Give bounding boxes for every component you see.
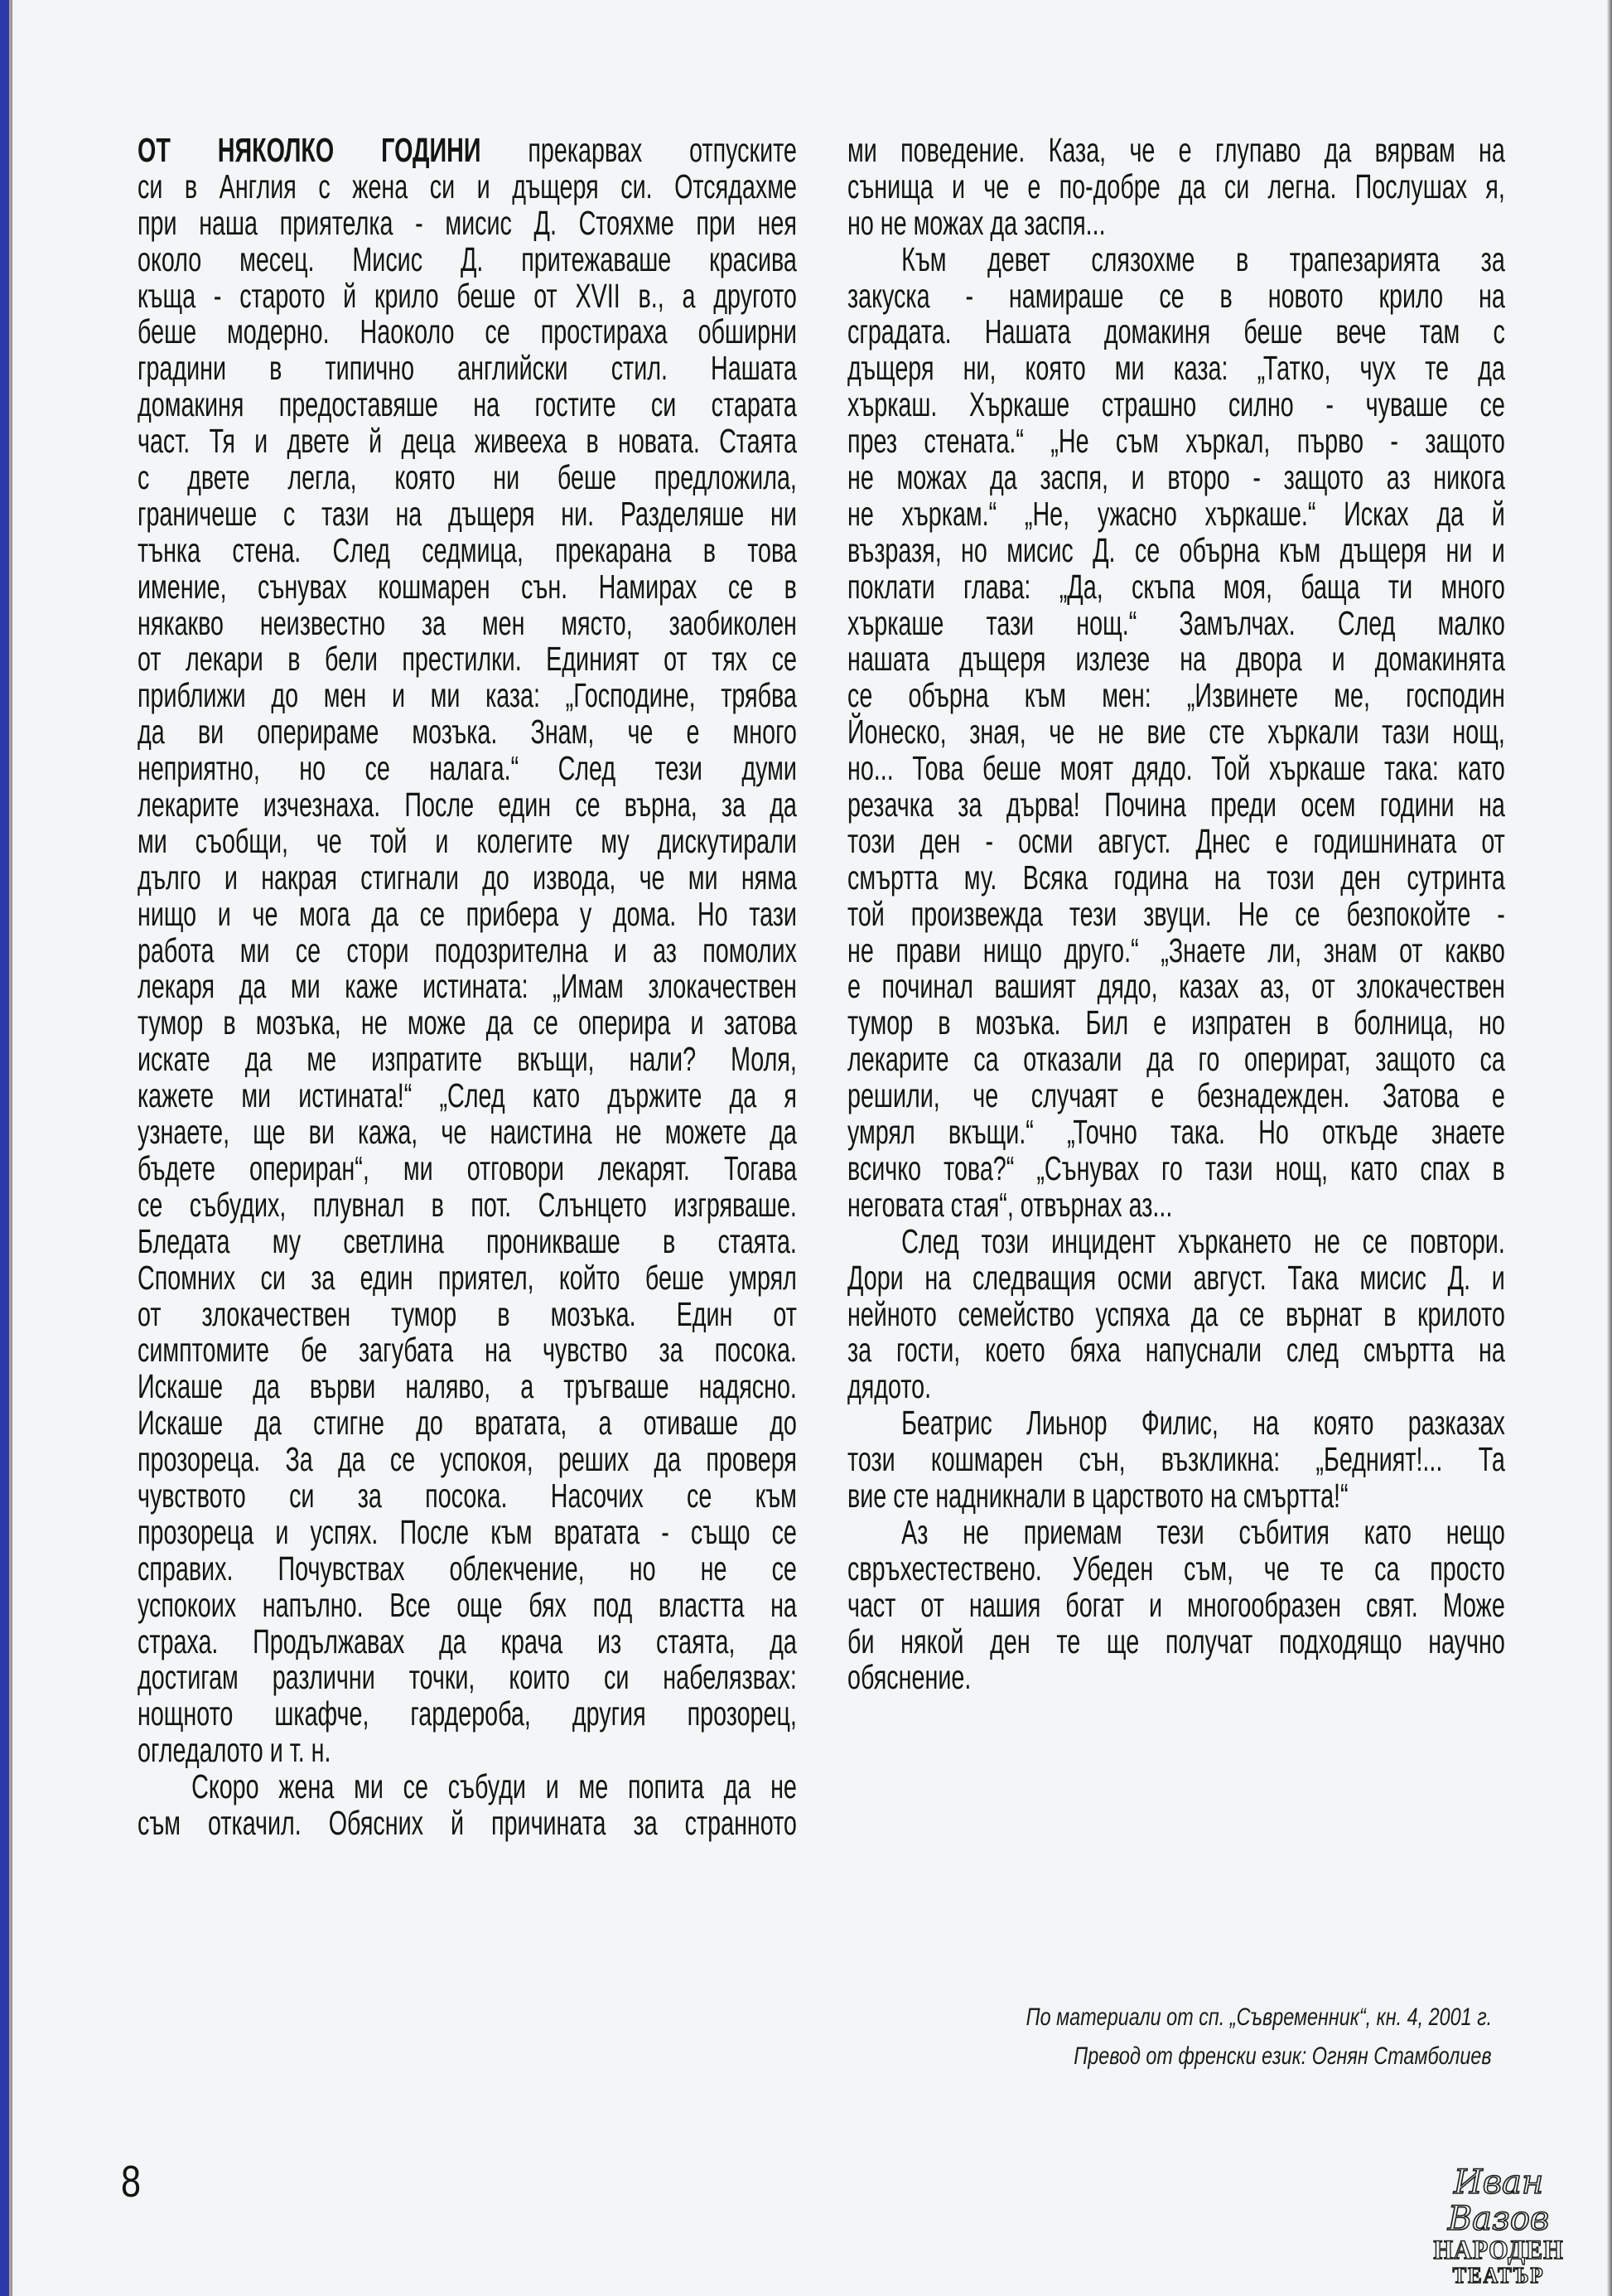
text-line-content: къща - старото й крило беше от XVII в., а другото xyxy=(138,276,797,315)
text-line-content: тумор в мозъка, не може да се оперира и затова xyxy=(138,1003,797,1042)
text-line xyxy=(847,1148,1505,1187)
text-line-content: но не можах да заспя... xyxy=(847,203,1106,242)
text-line-content: е починал вашият дядо, казах аз, от злокачествен xyxy=(847,967,1505,1006)
text-line xyxy=(138,603,797,642)
text-line xyxy=(138,930,797,969)
text-line xyxy=(847,751,1505,787)
text-line xyxy=(847,930,1505,969)
text-line-content: вие сте надникнали в царството на смъртта!“ xyxy=(847,1476,1349,1515)
text-line-content: си в Англия с жена си и дъщеря си. Отсядахме xyxy=(138,167,797,205)
text-line xyxy=(138,1221,797,1260)
text-line-content: той произвежда тези звуци. Не се безпокойте - xyxy=(847,894,1505,933)
text-line-content: ми поведение. Каза, че е глупаво да вярвам на xyxy=(847,131,1505,169)
text-line-content: Аз не приемам тези събития като нещо xyxy=(901,1512,1505,1551)
text-line xyxy=(847,1405,1505,1442)
logo-signature: Иван Вазов xyxy=(1447,2163,1550,2238)
text-line xyxy=(847,969,1505,1005)
text-line-content: нейното семейство успяха да се върнат в крилото xyxy=(847,1294,1505,1333)
text-line-content: при наша приятелка - мисис Д. Стояхме при нея xyxy=(138,203,797,242)
text-line xyxy=(847,1551,1505,1588)
logo-name: НАРОДЕН xyxy=(1433,2236,1564,2265)
text-line-content: неприятно, но се налага.“ След тези думи xyxy=(138,749,797,788)
text-line-content: от лекари в бели престилки. Единият от тях се xyxy=(138,640,797,679)
text-line-content: имение, сънувах кошмарен сън. Намирах се в xyxy=(138,567,797,606)
text-line-content: беше модерно. Наоколо се простираха обширни xyxy=(138,312,797,351)
text-line xyxy=(847,787,1505,824)
text-line-content: успокоих напълно. Все още бях под властта на xyxy=(138,1585,797,1624)
text-line-content: се събудих, плувнал в пот. Слънцето изгряваше. xyxy=(138,1185,797,1224)
text-line-content: не прави нищо друго.“ „Знаете ли, знам от какво xyxy=(847,930,1505,969)
text-line xyxy=(138,169,797,205)
text-line xyxy=(847,133,1505,169)
text-line xyxy=(138,133,797,169)
text-line-content: дълго и накрая стигнали до извода, че ми няма xyxy=(138,858,797,897)
text-line xyxy=(847,239,1505,278)
text-line xyxy=(847,350,1505,387)
text-line-content: ми съобщи, че той и колегите му дискутирали xyxy=(138,821,797,860)
text-line-content: хъркаше тази нощ.“ Замълчах. След малко xyxy=(847,603,1505,642)
text-line-content: нощното шкафче, гардероба, другия прозорец, xyxy=(138,1694,797,1733)
text-line xyxy=(138,569,797,606)
text-line xyxy=(847,1369,1505,1405)
text-line-content: хъркаш. Хъркаше страшно силно - чуваше се xyxy=(847,385,1505,424)
text-line-content: резачка за дърва! Почина преди осем години на xyxy=(847,785,1505,824)
text-line-content: справих. Почувствах облекчение, но не се xyxy=(138,1549,797,1588)
article-column-left xyxy=(138,133,797,1842)
text-line-content: за гости, което бяха напуснали след смъртта на xyxy=(847,1331,1505,1370)
text-line xyxy=(138,460,797,496)
text-line-content: прозореца. За да се успокоя, реших да проверя xyxy=(138,1440,797,1479)
text-line-content: Дори на следващия осми август. Така мисис Д. и xyxy=(847,1258,1505,1297)
text-line xyxy=(138,239,797,278)
text-line-content: този ден - осми август. Днес е годишнината от xyxy=(847,821,1505,860)
text-line xyxy=(847,1187,1505,1224)
text-line xyxy=(138,1769,797,1805)
text-line xyxy=(138,821,797,860)
text-line xyxy=(138,496,797,533)
text-line xyxy=(847,1442,1505,1478)
text-line-content: дъщеря ни, която ми каза: „Татко, чух те да xyxy=(847,349,1505,388)
text-line xyxy=(138,278,797,315)
text-line xyxy=(847,496,1505,533)
translator-credit: Превод от френски език: Огнян Стамболиев xyxy=(1074,2042,1492,2070)
text-line-content: градини в типично английски стил. Нашата xyxy=(138,349,797,388)
text-line xyxy=(847,603,1505,642)
text-line xyxy=(138,1585,797,1624)
text-line-content: домакиня предоставяше на гостите си старата xyxy=(138,385,797,424)
text-line-content: Към девет слязохме в трапезарията за xyxy=(901,239,1505,278)
text-line-content: лекаря да ми каже истината: „Имам злокачествен xyxy=(138,967,797,1006)
article-column-right xyxy=(847,133,1505,1696)
page-number: 8 xyxy=(121,2157,142,2207)
text-line xyxy=(847,169,1505,205)
text-line xyxy=(138,314,797,350)
spine-edge-line xyxy=(9,0,12,2296)
text-line xyxy=(847,1078,1505,1114)
text-line-content: закуска - намираше се в новото крило на xyxy=(847,276,1505,315)
text-line-content: дядото. xyxy=(847,1367,932,1406)
text-line-content: около месец. Мисис Д. притежаваше красива xyxy=(138,239,797,278)
text-line xyxy=(847,1478,1505,1515)
text-line xyxy=(138,1148,797,1187)
text-line-content: свръхестествено. Убеден съм, че те са просто xyxy=(847,1549,1505,1588)
text-line-content: но... Това беше моят дядо. Той хъркаше така: като xyxy=(847,749,1505,788)
text-line xyxy=(138,1805,797,1842)
text-line-content: възразя, но мисис Д. се обърна към дъщеря ни и xyxy=(847,530,1505,569)
text-line-content: не можах да заспя, и второ - защото аз никога xyxy=(847,458,1505,497)
text-line xyxy=(138,1042,797,1078)
text-line-content: от злокачествен тумор в мозъка. Един от xyxy=(138,1294,797,1333)
text-line-content: тънка стена. След седмица, прекарана в това xyxy=(138,530,797,569)
text-line xyxy=(138,1733,797,1769)
spine-edge-blue xyxy=(0,0,9,2296)
text-line xyxy=(847,205,1505,242)
text-line-content: нищо и че мога да се прибера у дома. Но тази xyxy=(138,894,797,933)
text-line xyxy=(847,1005,1505,1042)
text-line-content: лекарите са отказали да го оперират, защото са xyxy=(847,1040,1505,1079)
text-line xyxy=(847,1221,1505,1260)
text-line xyxy=(847,678,1505,714)
text-line xyxy=(138,1005,797,1042)
text-line xyxy=(847,314,1505,350)
text-line-content: чувството си за посока. Насочих се към xyxy=(138,1476,797,1515)
text-line-content: някакво неизвестно за мен място, заобиколен xyxy=(138,603,797,642)
text-line-content: приближи до мен и ми каза: „Господине, трябва xyxy=(138,676,797,715)
text-line-content: през стената.“ „Не съм хъркал, първо - защото xyxy=(847,422,1505,461)
text-line xyxy=(138,1442,797,1478)
text-line-content: достигам различни точки, които си набелязвах: xyxy=(138,1658,797,1697)
text-line xyxy=(138,1078,797,1114)
text-line xyxy=(138,860,797,897)
text-line-content: обяснение. xyxy=(847,1658,972,1697)
text-line-content: част от нашия богат и многообразен свят. Може xyxy=(847,1585,1505,1624)
text-line xyxy=(138,1512,797,1551)
text-line-content: Искаше да стигне до вратата, а отиваше до xyxy=(138,1404,797,1443)
text-line xyxy=(847,569,1505,606)
text-line-content: сънища и че е по-добре да си легна. Послушах я, xyxy=(847,167,1505,205)
text-line-content: съм откачил. Обясних й причината за странното xyxy=(138,1803,797,1842)
text-line xyxy=(847,278,1505,315)
text-line-content: страха. Продължавах да крача из стаята, да xyxy=(138,1622,797,1660)
text-line-content: симптомите бе загубата на чувство за посока. xyxy=(138,1331,797,1370)
text-line xyxy=(847,1260,1505,1297)
text-line xyxy=(138,1551,797,1588)
text-line-content: умрял вкъщи.“ „Точно така. Но откъде знаете xyxy=(847,1113,1505,1152)
text-line-content: прекарвах отпуските xyxy=(480,131,797,169)
text-line-content: Спомних си за един приятел, който беше умрял xyxy=(138,1258,797,1297)
text-line-content: сградата. Нашата домакиня беше вече там с xyxy=(847,312,1505,351)
text-line xyxy=(847,530,1505,569)
text-line-content: поклати глава: „Да, скъпа моя, баща ти много xyxy=(847,567,1505,606)
text-line xyxy=(847,641,1505,678)
national-theatre-logo xyxy=(1423,2164,1574,2287)
text-line-content: Искаше да върви наляво, а тръгваше надясно. xyxy=(138,1367,797,1406)
text-line xyxy=(138,1405,797,1442)
text-line xyxy=(138,205,797,242)
text-line-content: неговата стая“, отвърнах аз... xyxy=(847,1185,1173,1224)
text-line-content: да ви оперираме мозъка. Знам, че е много xyxy=(138,713,797,752)
text-line-content: След този инцидент хъркането не се повтори. xyxy=(901,1221,1505,1260)
text-line-content: смъртта му. Всяка година на този ден сутринта xyxy=(847,858,1505,897)
text-line-content: нашата дъщеря излезе на двора и домакинята xyxy=(847,640,1505,679)
text-line xyxy=(138,1294,797,1333)
text-line-content: с двете легла, която ни беше предложила, xyxy=(138,458,797,497)
text-line-content: кажете ми истината!“ „След като държите да я xyxy=(138,1076,797,1115)
text-line-content: граничеше с тази на дъщеря ни. Разделяше ни xyxy=(138,494,797,533)
article-lead-in: ОТ НЯКОЛКО ГОДИНИ xyxy=(138,131,481,169)
text-line xyxy=(138,1369,797,1405)
text-line xyxy=(138,678,797,714)
text-line xyxy=(847,714,1505,751)
text-line-content: Беатрис Лиьнор Филис, на която разказах xyxy=(901,1404,1505,1443)
text-line-content: лекарите изчезнаха. После един се върна, за да xyxy=(138,785,797,824)
text-line-content: бъдете опериран“, ми отговори лекарят. Тогава xyxy=(138,1148,797,1187)
text-line xyxy=(847,1660,1505,1696)
text-line xyxy=(138,1478,797,1515)
text-line-content: искате да ме изпратите вкъщи, нали? Моля, xyxy=(138,1040,797,1079)
text-line xyxy=(847,387,1505,423)
text-line xyxy=(138,1114,797,1151)
text-line-content: всичко това?“ „Сънувах го тази нощ, като спах в xyxy=(847,1148,1505,1187)
text-line xyxy=(847,894,1505,933)
text-line-content: се обърна към мен: „Извинете ме, господин xyxy=(847,676,1505,715)
text-line-content: Скоро жена ми се събуди и ме попита да не xyxy=(191,1767,797,1806)
text-line xyxy=(138,530,797,569)
text-line xyxy=(138,787,797,824)
text-line-content: би някой ден те ще получат подходящо научно xyxy=(847,1622,1505,1660)
text-line xyxy=(847,1332,1505,1369)
text-line xyxy=(138,641,797,678)
text-line xyxy=(138,751,797,787)
text-line xyxy=(847,1114,1505,1151)
text-line xyxy=(847,423,1505,460)
text-line-content: Бледата му светлина проникваше в стаята. xyxy=(138,1221,797,1260)
text-line xyxy=(847,821,1505,860)
text-line-content: решили, че случаят е безнадежден. Затова е xyxy=(847,1076,1505,1115)
text-line-content: не хъркам.“ „Не, ужасно хъркаше.“ Исках да й xyxy=(847,494,1505,533)
text-line xyxy=(138,1187,797,1224)
source-credit: По материали от сп. „Съвременник“, кн. 4, 2001 г. xyxy=(1026,2004,1492,2031)
text-line-content: част. Тя и двете й деца живееха в новата. Стаята xyxy=(138,422,797,461)
text-line-content: узнаете, ще ви кажа, че наистина не можете да xyxy=(138,1113,797,1152)
text-line xyxy=(847,1585,1505,1624)
text-line xyxy=(138,1624,797,1660)
text-line xyxy=(138,1696,797,1733)
text-line xyxy=(847,1294,1505,1333)
text-line xyxy=(138,350,797,387)
text-line xyxy=(138,894,797,933)
text-line xyxy=(138,969,797,1005)
text-line-content: работа ми се стори подозрителна и аз помолих xyxy=(138,930,797,969)
text-line xyxy=(138,1660,797,1696)
text-line-content: тумор в мозъка. Бил е изпратен в болница, но xyxy=(847,1003,1505,1042)
text-line xyxy=(847,460,1505,496)
text-line xyxy=(138,423,797,460)
text-line xyxy=(138,387,797,423)
text-line xyxy=(138,1260,797,1297)
text-line xyxy=(138,1332,797,1369)
text-line-content: Йонеско, зная, че не вие сте хъркали тази нощ, xyxy=(847,713,1505,752)
text-line xyxy=(847,1624,1505,1660)
text-line xyxy=(847,860,1505,897)
logo-subtitle: ТЕАТЪР xyxy=(1452,2263,1545,2288)
text-line-content: прозореца и успях. После към вратата - също се xyxy=(138,1512,797,1551)
text-line-content: този кошмарен сън, възкликна: „Бедният!... Та xyxy=(847,1440,1505,1479)
page-edge-right xyxy=(1607,0,1612,2296)
text-line xyxy=(847,1042,1505,1078)
text-line xyxy=(138,714,797,751)
text-line xyxy=(847,1512,1505,1551)
text-line-content: огледалото и т. н. xyxy=(138,1731,331,1770)
